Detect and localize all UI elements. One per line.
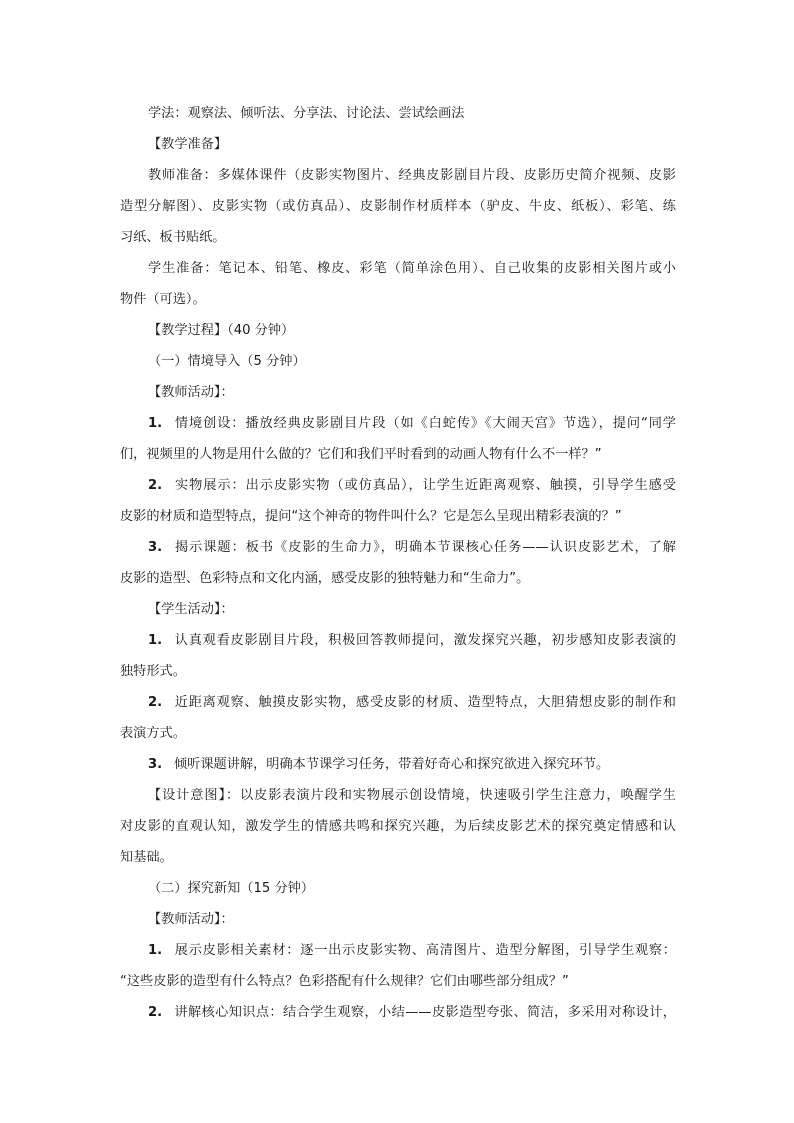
student-prep-line: 学生准备：笔记本、铅笔、橡皮、彩笔（简单涂色用）、自己收集的皮影相关图片或小 (148, 261, 676, 276)
list-item-number: 2. (148, 695, 163, 710)
design-intent-line: 对皮影的直观认知，激发学生的情感共鸣和探究兴趣，为后续皮影艺术的探究奠定情感和认 (120, 819, 676, 834)
subsection-heading-intro: （一）情境导入（5 分钟） (148, 354, 306, 369)
list-item-number: 1. (148, 633, 163, 648)
teacher-prep-line: 造型分解图）、皮影实物（或仿真品）、皮影制作材质样本（驴皮、牛皮、纸板）、彩笔、练 (120, 199, 676, 214)
list-item-continuation: 表演方式。 (120, 726, 186, 741)
list-item-number: 1. (148, 416, 163, 431)
list-item-text: 讲解核心知识点：结合学生观察，小结——皮影造型夸张、简洁，多采用对称设计， (174, 1005, 676, 1020)
list-item (120, 532, 676, 563)
teacher-activity-heading: 【教师活动】： (148, 912, 234, 927)
list-item-number: 1. (148, 943, 163, 958)
list-item-continuation: 独特形式。 (120, 664, 186, 679)
list-item (120, 625, 676, 656)
list-item-continuation: “这些皮影的造型有什么特点？色彩搭配有什么规律？它们由哪些部分组成？” (120, 974, 569, 989)
list-item (120, 997, 676, 1028)
design-intent-line: 知基础。 (120, 850, 173, 865)
list-item (120, 470, 676, 501)
section-heading-process: 【教学过程】（40 分钟） (148, 323, 295, 338)
document-body (120, 98, 676, 1028)
list-item-number: 2. (148, 1005, 163, 1020)
list-item-text: 揭示课题：板书《皮影的生命力》，明确本节课核心任务——认识皮影艺术，了解 (174, 540, 676, 555)
list-item-continuation: 皮影的造型、色彩特点和文化内涵，感受皮影的独特魅力和“生命力”。 (120, 571, 530, 586)
list-item-continuation: 皮影的材质和造型特点，提问“这个神奇的物件叫什么？它是怎么呈现出精彩表演的？” (120, 509, 622, 524)
teacher-activity-heading: 【教师活动】： (148, 385, 234, 400)
list-item-text: 认真观看皮影剧目片段，积极回答教师提问，激发探究兴趣，初步感知皮影表演的 (174, 633, 676, 648)
student-activity-heading: 【学生活动】： (148, 602, 234, 617)
section-heading-preparation: 【教学准备】 (148, 137, 228, 152)
list-item (120, 687, 676, 718)
teacher-prep-line: 习纸、板书贴纸。 (120, 230, 226, 245)
list-item-text: 倾听课题讲解，明确本节课学习任务，带着好奇心和探究欲进入探究环节。 (174, 757, 610, 772)
list-item-number: 3. (148, 757, 163, 772)
list-item (120, 935, 676, 966)
student-prep-line: 物件（可选）。 (120, 292, 206, 307)
list-item (120, 749, 676, 780)
subsection-heading-explore: （二）探究新知（15 分钟） (148, 881, 315, 896)
list-item-text: 情境创设：播放经典皮影剧目片段（如《白蛇传》《大闹天宫》节选），提问“同学 (174, 416, 676, 431)
teacher-prep-line: 教师准备：多媒体课件（皮影实物图片、经典皮影剧目片段、皮影历史简介视频、皮影 (148, 168, 676, 183)
list-item-number: 2. (148, 478, 163, 493)
list-item-continuation: 们，视频里的人物是用什么做的？它们和我们平时看到的动画人物有什么不一样？” (120, 447, 602, 462)
list-item-text: 实物展示：出示皮影实物（或仿真品），让学生近距离观察、触摸，引导学生感受 (174, 478, 676, 493)
list-item-text: 展示皮影相关素材：逐一出示皮影实物、高清图片、造型分解图，引导学生观察： (174, 943, 676, 958)
list-item-text: 近距离观察、触摸皮影实物，感受皮影的材质、造型特点，大胆猜想皮影的制作和 (174, 695, 676, 710)
list-item (120, 408, 676, 439)
learning-methods-line: 学法：观察法、倾听法、分享法、讨论法、尝试绘画法 (148, 106, 465, 121)
list-item-number: 3. (148, 540, 163, 555)
design-intent-line: 【设计意图】：以皮影表演片段和实物展示创设情境，快速吸引学生注意力，唤醒学生 (148, 788, 676, 803)
